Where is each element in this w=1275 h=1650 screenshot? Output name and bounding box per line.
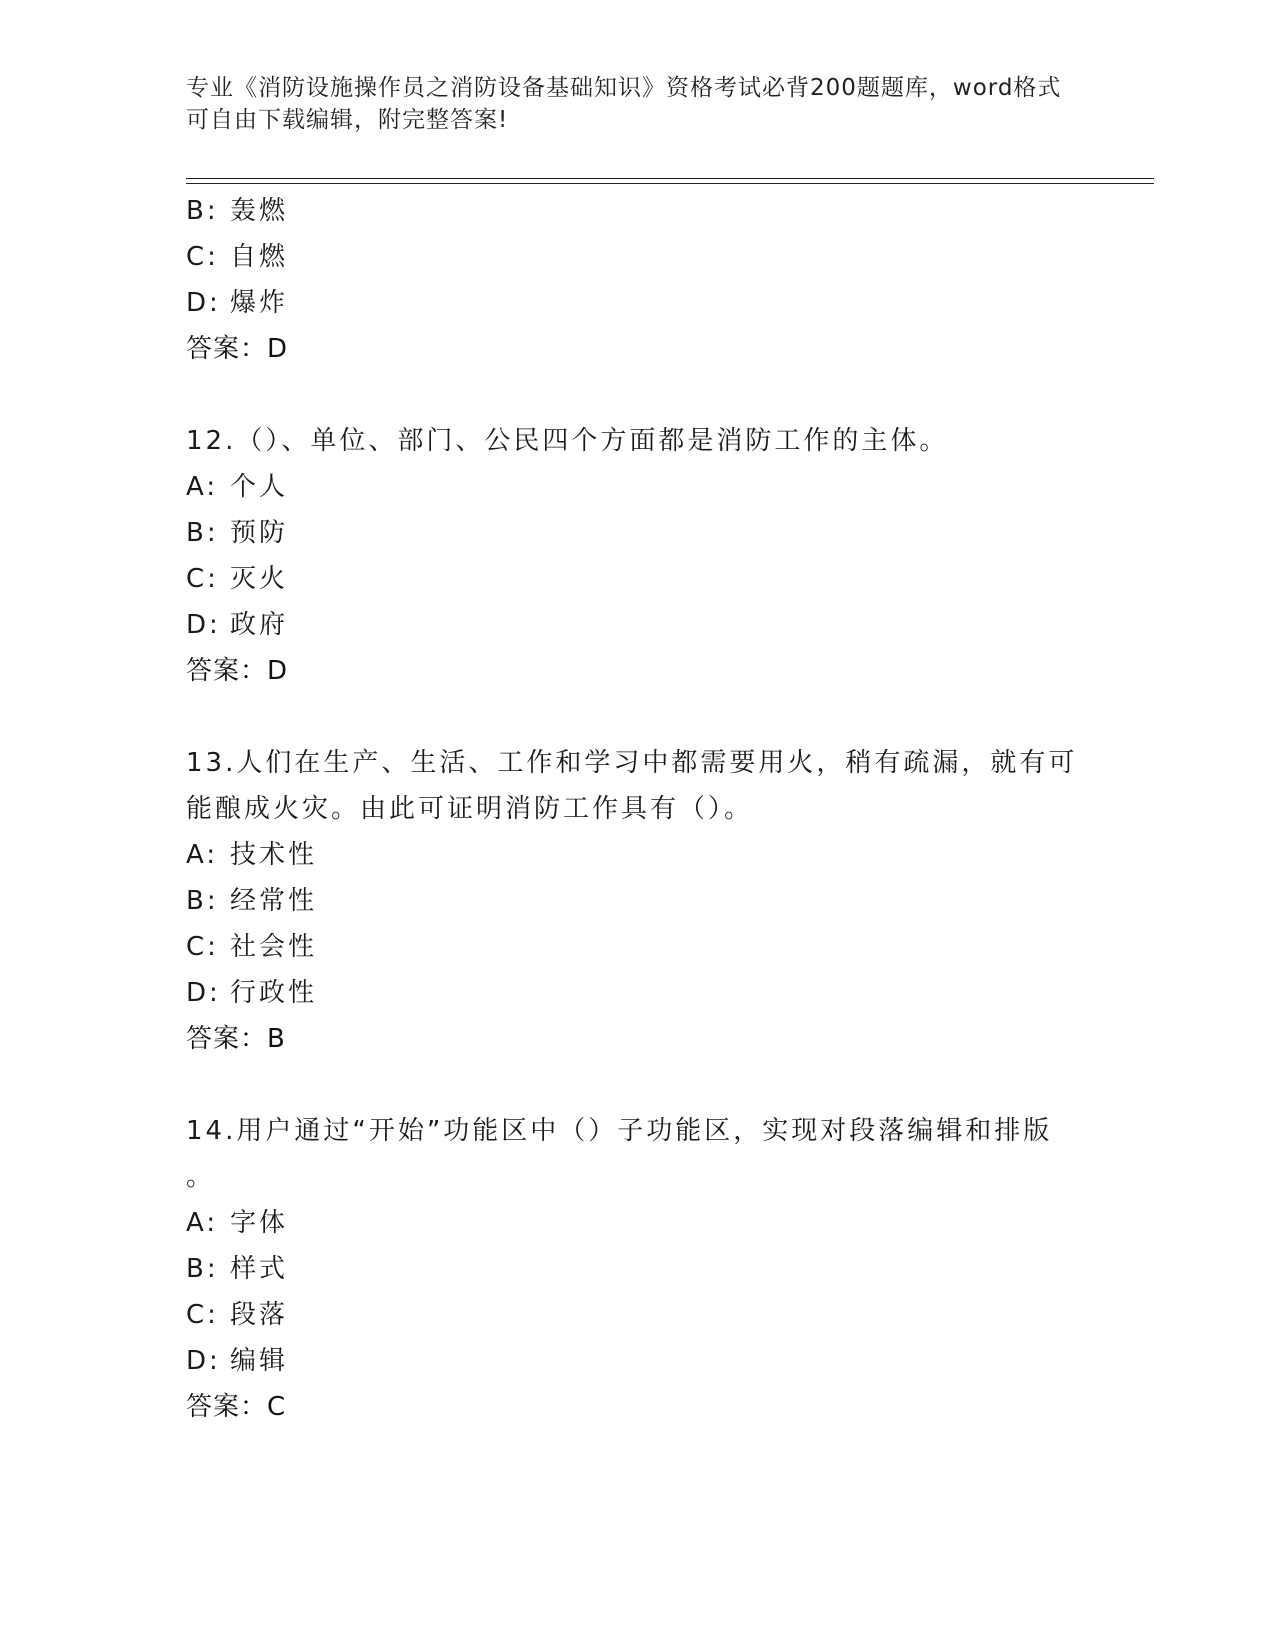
answer-line: 答案：D	[186, 656, 289, 686]
question-14-block	[186, 1108, 1086, 1430]
option-letter: D:	[186, 288, 221, 318]
option-text: 灭火	[230, 564, 289, 594]
option-a	[186, 1200, 1086, 1246]
option-letter: A:	[186, 1208, 219, 1238]
option-text: 个人	[230, 472, 289, 502]
document-header: 专业《消防设施操作员之消防设备基础知识》资格考试必背200题题库，word格式可自由下载编辑，附完整答案!	[186, 75, 1062, 133]
option-letter: D:	[186, 1346, 221, 1376]
spacer	[186, 372, 1086, 418]
option-c	[186, 924, 1086, 970]
spacer	[186, 1062, 1086, 1108]
option-letter: B:	[186, 518, 219, 548]
question-text-line: 14.用户通过“开始”功能区中（）子功能区，实现对段落编辑和排版	[186, 1116, 1053, 1146]
option-letter: B:	[186, 1254, 219, 1284]
option-d	[186, 280, 1086, 326]
option-b	[186, 510, 1086, 556]
question-text: 12.（）、单位、部门、公民四个方面都是消防工作的主体。	[186, 426, 949, 456]
option-text: 自燃	[230, 242, 289, 272]
question-text-line: 13.人们在生产、生活、工作和学习中都需要用火，稍有疏漏，就有可	[186, 748, 1078, 778]
option-text: 行政性	[230, 978, 318, 1008]
answer-line: 答案：B	[186, 1024, 286, 1054]
option-text: 经常性	[230, 886, 318, 916]
option-b	[186, 1246, 1086, 1292]
option-text: 编辑	[230, 1346, 289, 1376]
question-text-line: 。	[186, 1162, 216, 1192]
option-letter: B:	[186, 886, 219, 916]
answer-line: 答案：C	[186, 1392, 287, 1422]
option-text: 样式	[230, 1254, 289, 1284]
option-letter: D:	[186, 610, 221, 640]
option-letter: D:	[186, 978, 221, 1008]
option-letter: C:	[186, 932, 219, 962]
option-c	[186, 556, 1086, 602]
option-a	[186, 464, 1086, 510]
question-13-block	[186, 740, 1086, 1062]
option-letter: B:	[186, 196, 219, 226]
option-d	[186, 602, 1086, 648]
prev-question-block	[186, 188, 1086, 372]
option-text: 轰燃	[230, 196, 289, 226]
option-letter: C:	[186, 1300, 219, 1330]
option-text: 政府	[230, 610, 289, 640]
option-letter: C:	[186, 242, 219, 272]
option-a	[186, 832, 1086, 878]
option-c	[186, 1292, 1086, 1338]
option-letter: C:	[186, 564, 219, 594]
option-text: 字体	[230, 1208, 289, 1238]
option-text: 段落	[230, 1300, 289, 1330]
option-text: 预防	[230, 518, 289, 548]
question-text-line: 能酿成火灾。由此可证明消防工作具有（）。	[186, 794, 754, 824]
document-content	[186, 188, 1086, 1430]
answer-line: 答案：D	[186, 334, 289, 364]
option-text: 社会性	[230, 932, 318, 962]
option-c	[186, 234, 1086, 280]
option-text: 爆炸	[230, 288, 289, 318]
option-letter: A:	[186, 840, 219, 870]
option-b	[186, 878, 1086, 924]
spacer	[186, 694, 1086, 740]
header-double-rule	[186, 178, 1154, 184]
option-d	[186, 970, 1086, 1016]
option-b	[186, 188, 1086, 234]
option-letter: A:	[186, 472, 219, 502]
option-text: 技术性	[230, 840, 318, 870]
question-12-block	[186, 418, 1086, 694]
option-d	[186, 1338, 1086, 1384]
